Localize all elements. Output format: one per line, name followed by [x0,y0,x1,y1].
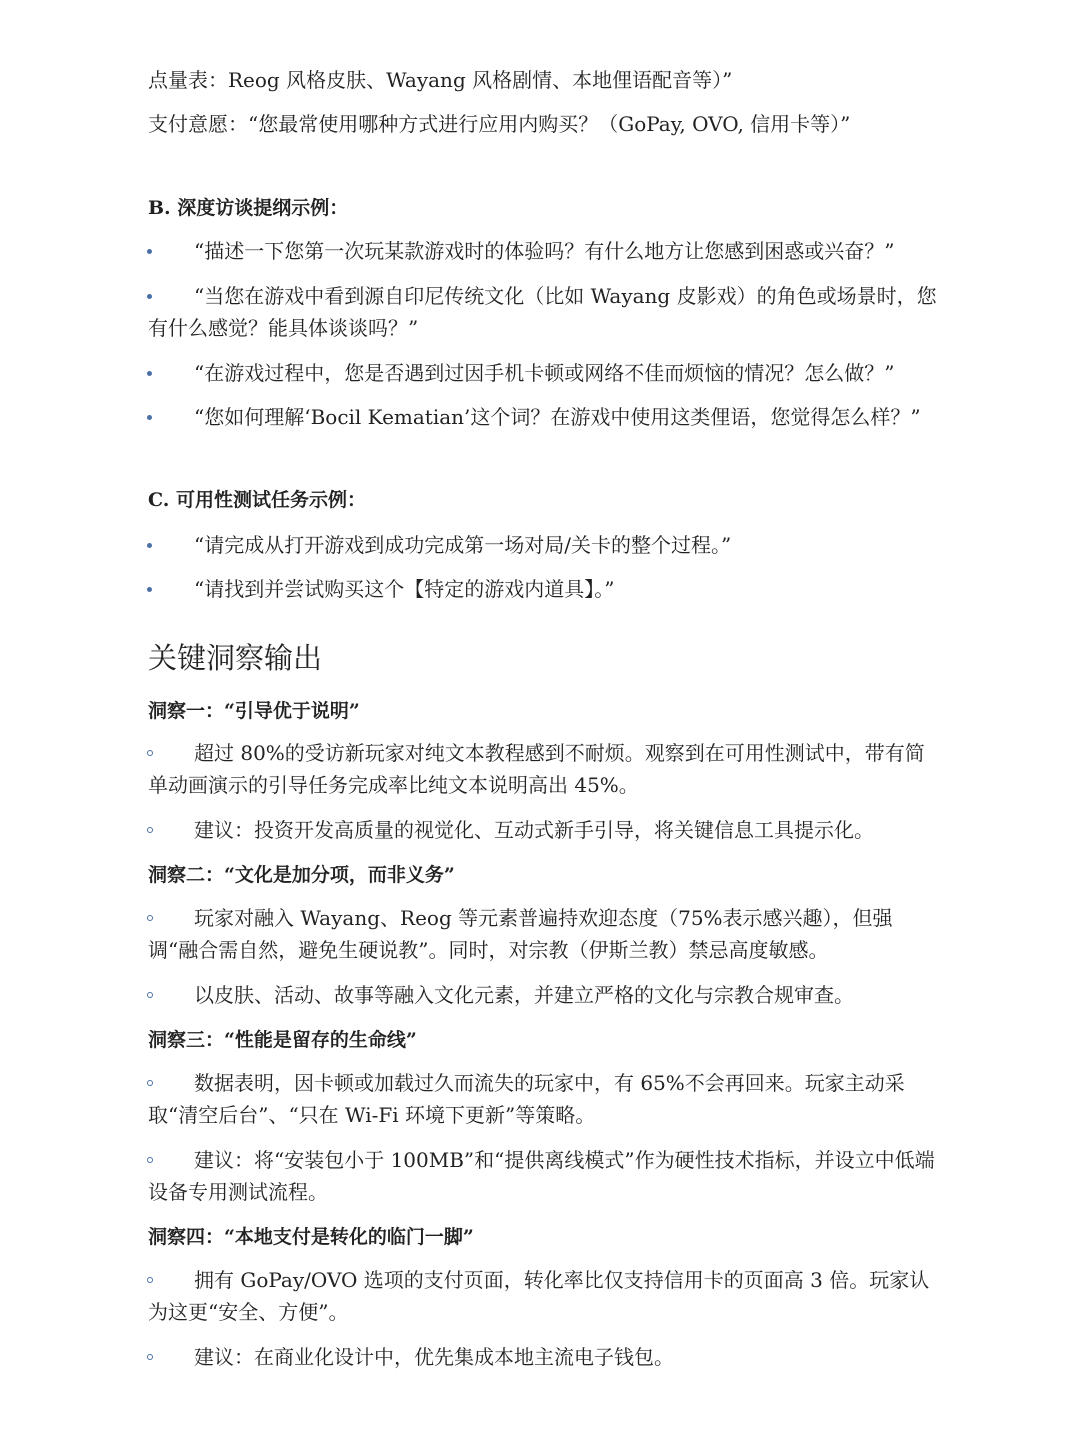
interview-question: “描述一下您第一次玩某款游戏时的体验吗？有什么地方让您感到困惑或兴奋？” [194,239,895,263]
insight-heading: 洞察四：“本地支付是转化的临门一脚” [148,1226,474,1248]
section-b-heading: B. 深度访谈提纲示例： [148,197,349,219]
insight-point: 玩家对融入 Wayang、Reog 等元素普遍持欢迎态度（75%表示感兴趣），但强调“融合需自然，避免生硬说教”。同时，对宗教（伊斯兰教）禁忌高度敏感。 [148,906,893,962]
insight-heading: 洞察二：“文化是加分项，而非义务” [148,864,455,886]
payment-willingness-text: 支付意愿：“您最常使用哪种方式进行应用内购买？（GoPay, OVO, 信用卡等）” [148,112,851,136]
insight-heading: 洞察三：“性能是留存的生命线” [148,1029,417,1051]
usability-task: “请完成从打开游戏到成功完成第一场对局/关卡的整个过程。” [194,533,732,557]
insight-point: 超过 80%的受访新玩家对纯文本教程感到不耐烦。观察到在可用性测试中，带有简单动画演示的引导任务完成率比纯文本说明高出 45%。 [148,741,925,797]
insight-point: 数据表明，因卡顿或加载过久而流失的玩家中，有 65%不会再回来。玩家主动采取“清空后台”、“只在 Wi-Fi 环境下更新”等策略。 [148,1071,905,1127]
usability-task: “请找到并尝试购买这个【特定的游戏内道具】。” [194,577,615,601]
interview-question: “在游戏过程中，您是否遇到过因手机卡顿或网络不佳而烦恼的情况？怎么做？” [194,361,895,385]
insight-point: 拥有 GoPay/OVO 选项的支付页面，转化率比仅支持信用卡的页面高 3 倍。玩家认为这更“安全、方便”。 [148,1268,930,1324]
survey-item-text: 点量表：Reog 风格皮肤、Wayang 风格剧情、本地俚语配音等）” [148,68,733,92]
insights-title: 关键洞察输出 [148,641,323,675]
insight-heading: 洞察一：“引导优于说明” [148,700,360,722]
interview-question: “当您在游戏中看到源自印尼传统文化（比如 Wayang 皮影戏）的角色或场景时，您有什么感觉？能具体谈谈吗？” [148,284,937,340]
insight-point: 建议：将“安装包小于 100MB”和“提供离线模式”作为硬性技术指标，并设立中低端设备专用测试流程。 [148,1148,935,1204]
insight-point: 以皮肤、活动、故事等融入文化元素，并建立严格的文化与宗教合规审查。 [194,983,854,1007]
interview-question: “您如何理解‘Bocil Kematian’这个词？在游戏中使用这类俚语，您觉得怎么样？” [194,405,921,429]
insight-point: 建议：在商业化设计中，优先集成本地主流电子钱包。 [194,1345,674,1369]
section-c-heading: C. 可用性测试任务示例： [148,489,367,511]
insight-point: 建议：投资开发高质量的视觉化、互动式新手引导，将关键信息工具提示化。 [194,818,874,842]
